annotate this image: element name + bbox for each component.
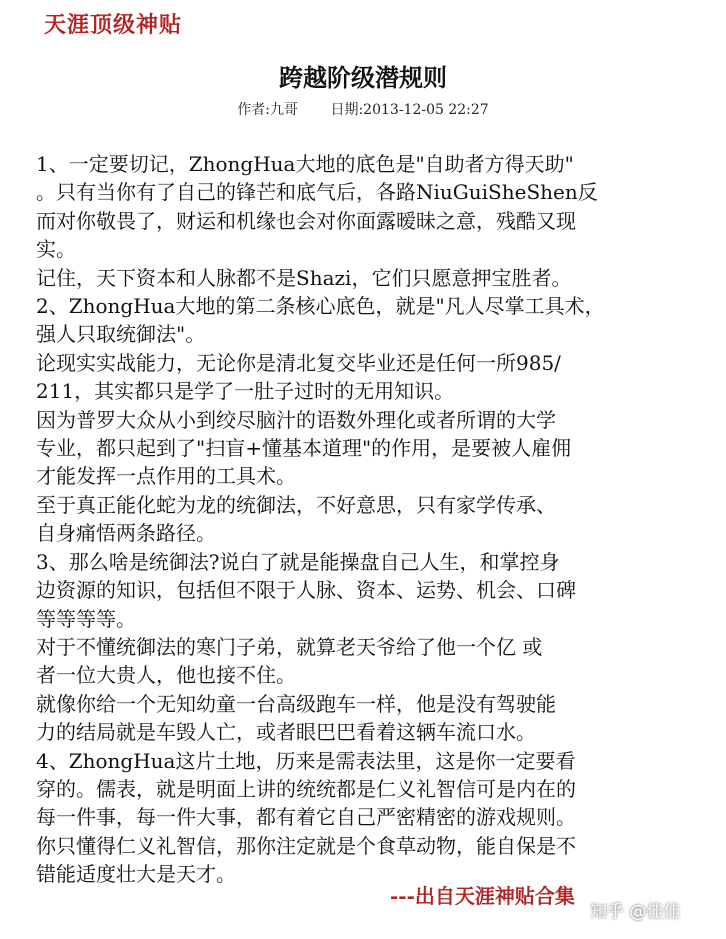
- text-line: 强人只取统御法"。: [36, 322, 206, 347]
- text-line: 自身痛悟两条路径。: [36, 521, 216, 546]
- text-line: 因为普罗大众从小到绞尽脑汁的语数外理化或者所谓的大学: [36, 407, 556, 432]
- text-line: 对于不懂统御法的寒门子弟，就算老天爷给了他一个亿 或: [36, 634, 543, 659]
- text-line: 力的结局就是车毁人亡，或者眼巴巴看着这辆车流口水。: [36, 720, 536, 745]
- text-line: 穿的。儒表，就是明面上讲的统统都是仁义礼智信可是内在的: [36, 776, 576, 801]
- text-line: 而对你敬畏了，财运和机缘也会对你面露暧昧之意，残酷又现: [36, 208, 576, 233]
- text-line: 你只懂得仁义礼智信，那你注定就是个食草动物，能自保是不: [36, 833, 576, 858]
- text-line: 错能适度壮大是天才。: [36, 862, 236, 887]
- text-line: 1、一定要切记，ZhongHua大地的底色是"自助者方得天助": [36, 152, 574, 176]
- text-line: 就像你给一个无知幼童一台高级跑车一样，他是没有驾驶能: [36, 691, 556, 716]
- page-title: 跨越阶级潜规则: [279, 64, 447, 92]
- text-line: 2、ZhongHua大地的第二条核心底色，就是"凡人尽掌工具术，: [36, 294, 605, 319]
- watermark: 知乎 @佳佳: [590, 902, 681, 922]
- text-line: 专业，都只起到了"扫盲+懂基本道理"的作用，是要被人雇佣: [36, 436, 572, 461]
- text-line: 才能发挥一点作用的工具术。: [36, 464, 296, 489]
- text-line: 边资源的知识，包括但不限于人脉、资本、运势、机会、口碑: [36, 578, 576, 603]
- text-line: 记住，天下资本和人脉都不是Shazi，它们只愿意押宝胜者。: [36, 265, 572, 290]
- author-label: 作者:九哥: [237, 102, 299, 118]
- text-line: 至于真正能化蛇为龙的统御法，不好意思，只有家学传承、: [36, 492, 556, 517]
- date-label: 日期:2013-12-05 22:27: [330, 102, 489, 118]
- text-line: 每一件事，每一件大事，都有着它自己严密精密的游戏规则。: [36, 805, 576, 830]
- site-banner: 天涯顶级神贴: [44, 12, 183, 38]
- text-line: 论现实实战能力，无论你是清北复交毕业还是任何一所985/: [36, 350, 561, 375]
- text-line: 4、ZhongHua这片土地，历来是需表法里，这是你一定要看: [36, 748, 576, 773]
- article-meta: [0, 99, 726, 119]
- text-line: 实。: [36, 237, 76, 262]
- text-line: 211，其实都只是学了一肚子过时的无用知识。: [36, 379, 455, 404]
- source-credit: ---出自天涯神贴合集: [390, 884, 575, 908]
- text-line: 者一位大贵人，他也接不住。: [36, 663, 296, 688]
- text-line: 3、那么啥是统御法?说白了就是能操盘自己人生，和掌控身: [36, 549, 560, 574]
- text-line: 等等等等。: [36, 606, 136, 631]
- article-body: [36, 150, 696, 889]
- text-line: 。只有当你有了自己的锋芒和底气后，各路NiuGuiSheShen反: [36, 180, 598, 205]
